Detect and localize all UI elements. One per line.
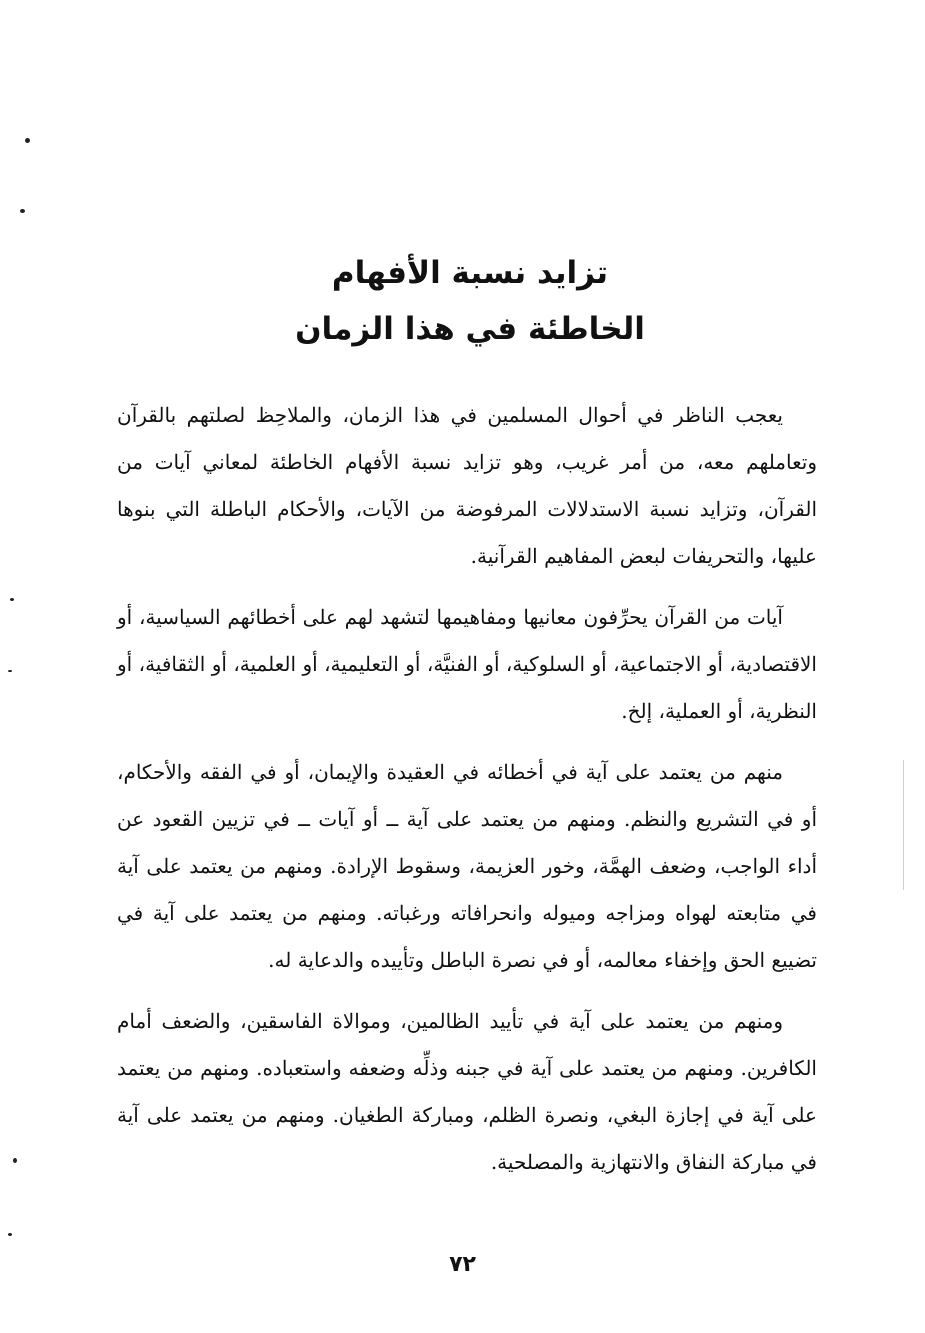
chapter-title: [120, 245, 820, 357]
body-text: [117, 392, 817, 1200]
scan-speck: [13, 1158, 17, 1163]
title-line-2: الخاطئة في هذا الزمان: [295, 311, 645, 347]
scan-speck: [10, 598, 14, 601]
scan-speck: [25, 138, 30, 143]
scan-margin-line: [903, 760, 904, 890]
paragraph-3: منهم من يعتمد على آية في أخطائه في العقيدة والإيمان، أو في الفقه والأحكام، أو في التشريع والنظم. ومنهم من يعتمد على آية ــ أو آيات ــ في تزيين القعود عن أداء الواجب، وضعف الهمَّة، وخور العزيمة، وسقوط الإرادة. ومنهم من يعتمد على آية في متابعته لهواه ومزاجه وميوله وانحرافاته ورغباته. ومنهم من يعتمد على آية في تضييع الحق وإخفاء معالمه، أو في نصرة الباطل وتأييده والدعاية له.: [117, 760, 817, 972]
page-number: ٧٢: [449, 1252, 476, 1277]
scan-speck: [8, 1233, 12, 1236]
paragraph-1: يعجب الناظر في أحوال المسلمين في هذا الزمان، والملاحِظ لصلتهم بالقرآن وتعاملهم معه، من أمر غريب، وهو تزايد نسبة الأفهام الخاطئة لمعاني آيات من القرآن، وتزايد نسبة الاستدلالات المرفوضة من الآيات، والأحكام الباطلة التي بنوها عليها، والتحريفات لبعض المفاهيم القرآنية.: [117, 403, 817, 568]
title-line-1: تزايد نسبة الأفهام: [331, 255, 609, 291]
paragraph-2: آيات من القرآن يحرِّفون معانيها ومفاهيمها لتشهد لهم على أخطائهم السياسية، أو الاقتصادية، أو الاجتماعية، أو السلوكية، أو الفنيَّة، أو التعليمية، أو العلمية، أو الثقافية، أو النظرية، أو العملية، إلخ.: [117, 605, 817, 723]
paragraph-4: ومنهم من يعتمد على آية في تأييد الظالمين، وموالاة الفاسقين، والضعف أمام الكافرين. ومنهم من يعتمد على آية في جبنه وذلِّه وضعفه واستعباده. ومنهم من يعتمد على آية في إجازة البغي، ونصرة الظلم، ومباركة الطغيان. ومنهم من يعتمد على آية في مباركة النفاق والانتهازية والمصلحية.: [117, 1009, 817, 1174]
scan-speck: [8, 670, 12, 672]
scan-speck: [20, 209, 25, 213]
